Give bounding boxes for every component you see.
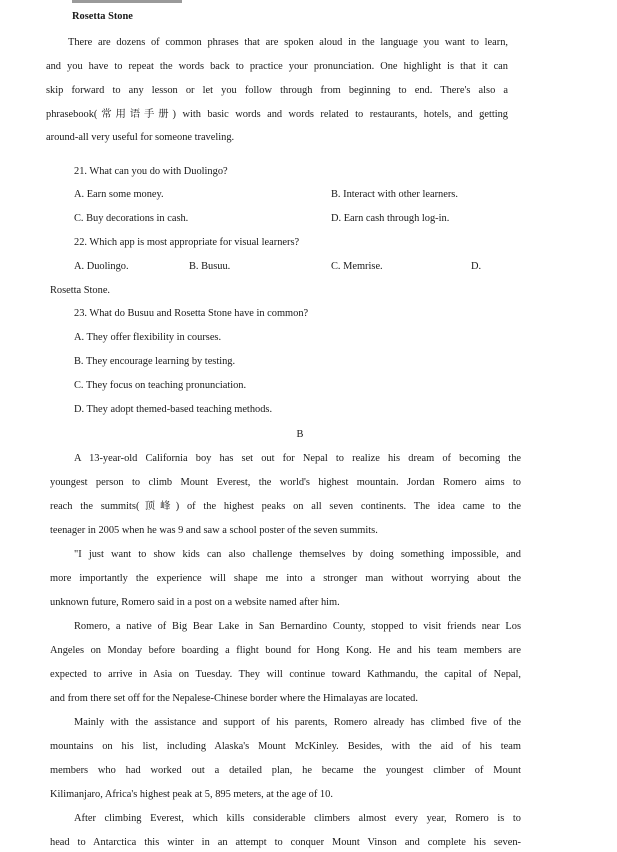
para-line: head to Antarctica this winter in an attempt to conquer Mount Vinson and complete his seven- bbox=[50, 837, 521, 848]
para-line: around-all very useful for someone traveling. bbox=[46, 132, 235, 143]
q22-option-d-continued: Rosetta Stone. bbox=[50, 285, 111, 296]
question-22-stem: 22. Which app is most appropriate for visual learners? bbox=[74, 237, 300, 248]
para-line: "I just want to show kids can also challenge themselves by doing something impossible, and bbox=[74, 549, 521, 560]
para-line: mountains on his list, including Alaska's Mount McKinley. Besides, with the aid of his team bbox=[50, 741, 521, 752]
para-line: expected to arrive in Asia on Tuesday. They will continue toward Kathmandu, the capital of Nepal, bbox=[50, 669, 521, 680]
q21-option-b: B. Interact with other learners. bbox=[331, 189, 458, 200]
para-line: members who had worked out a detailed plan, he became the youngest climber of Mount bbox=[50, 765, 521, 776]
question-23-stem: 23. What do Busuu and Rosetta Stone have in common? bbox=[74, 308, 309, 319]
q21-option-c: C. Buy decorations in cash. bbox=[74, 213, 189, 224]
para-line: A 13-year-old California boy has set out for Nepal to realize his dream of becoming the bbox=[74, 453, 521, 464]
para-line: phrasebook(常用语手册) with basic words and words related to restaurants, hotels, and getting bbox=[46, 109, 508, 120]
section-title: Rosetta Stone bbox=[72, 11, 133, 22]
para-line: Romero, a native of Big Bear Lake in San Bernardino County, stopped to visit friends near Los bbox=[74, 621, 521, 632]
q23-option-b: B. They encourage learning by testing. bbox=[74, 356, 236, 367]
para-line: Angeles on Monday before boarding a flight bound for Hong Kong. He and his team members are bbox=[50, 645, 521, 656]
q22-option-b: B. Busuu. bbox=[189, 261, 231, 272]
q22-option-a: A. Duolingo. bbox=[74, 261, 129, 272]
section-heading-b: B bbox=[296, 429, 304, 440]
para-line: After climbing Everest, which kills considerable climbers almost every year, Romero is to bbox=[74, 813, 521, 824]
para-line: Kilimanjaro, Africa's highest peak at 5, 895 meters, at the age of 10. bbox=[50, 789, 333, 800]
q22-option-d: D. bbox=[471, 261, 482, 272]
previous-page-fragment bbox=[72, 0, 182, 3]
para-line: skip forward to any lesson or let you follow through from beginning to end. There's also a bbox=[46, 85, 508, 96]
q23-option-d: D. They adopt themed-based teaching methods. bbox=[74, 404, 273, 415]
q22-option-c: C. Memrise. bbox=[331, 261, 383, 272]
para-line: and from there set off for the Nepalese-Chinese border where the Himalayas are located. bbox=[50, 693, 418, 704]
q23-option-c: C. They focus on teaching pronunciation. bbox=[74, 380, 247, 391]
para-line: teenager in 2005 when he was 9 and saw a school poster of the seven summits. bbox=[50, 525, 378, 536]
q23-option-a: A. They offer flexibility in courses. bbox=[74, 332, 222, 343]
q21-option-a: A. Earn some money. bbox=[74, 189, 164, 200]
para-line: Mainly with the assistance and support of his parents, Romero already has climbed five of the bbox=[74, 717, 521, 728]
para-line: unknown future, Romero said in a post on a website named after him. bbox=[50, 597, 340, 608]
q21-option-d: D. Earn cash through log-in. bbox=[331, 213, 450, 224]
para-line: youngest person to climb Mount Everest, the world's highest mountain. Jordan Romero aims to bbox=[50, 477, 521, 488]
para-line: There are dozens of common phrases that are spoken aloud in the language you want to learn, bbox=[68, 37, 508, 48]
para-line: and you have to repeat the words back to practice your pronunciation. One highlight is that it can bbox=[46, 61, 508, 72]
question-21-stem: 21. What can you do with Duolingo? bbox=[74, 166, 228, 177]
para-line: reach the summits(顶峰) of the highest peaks on all seven continents. The idea came to the bbox=[50, 501, 521, 512]
para-line: more importantly the experience will shape me into a stronger man without worrying about the bbox=[50, 573, 521, 584]
